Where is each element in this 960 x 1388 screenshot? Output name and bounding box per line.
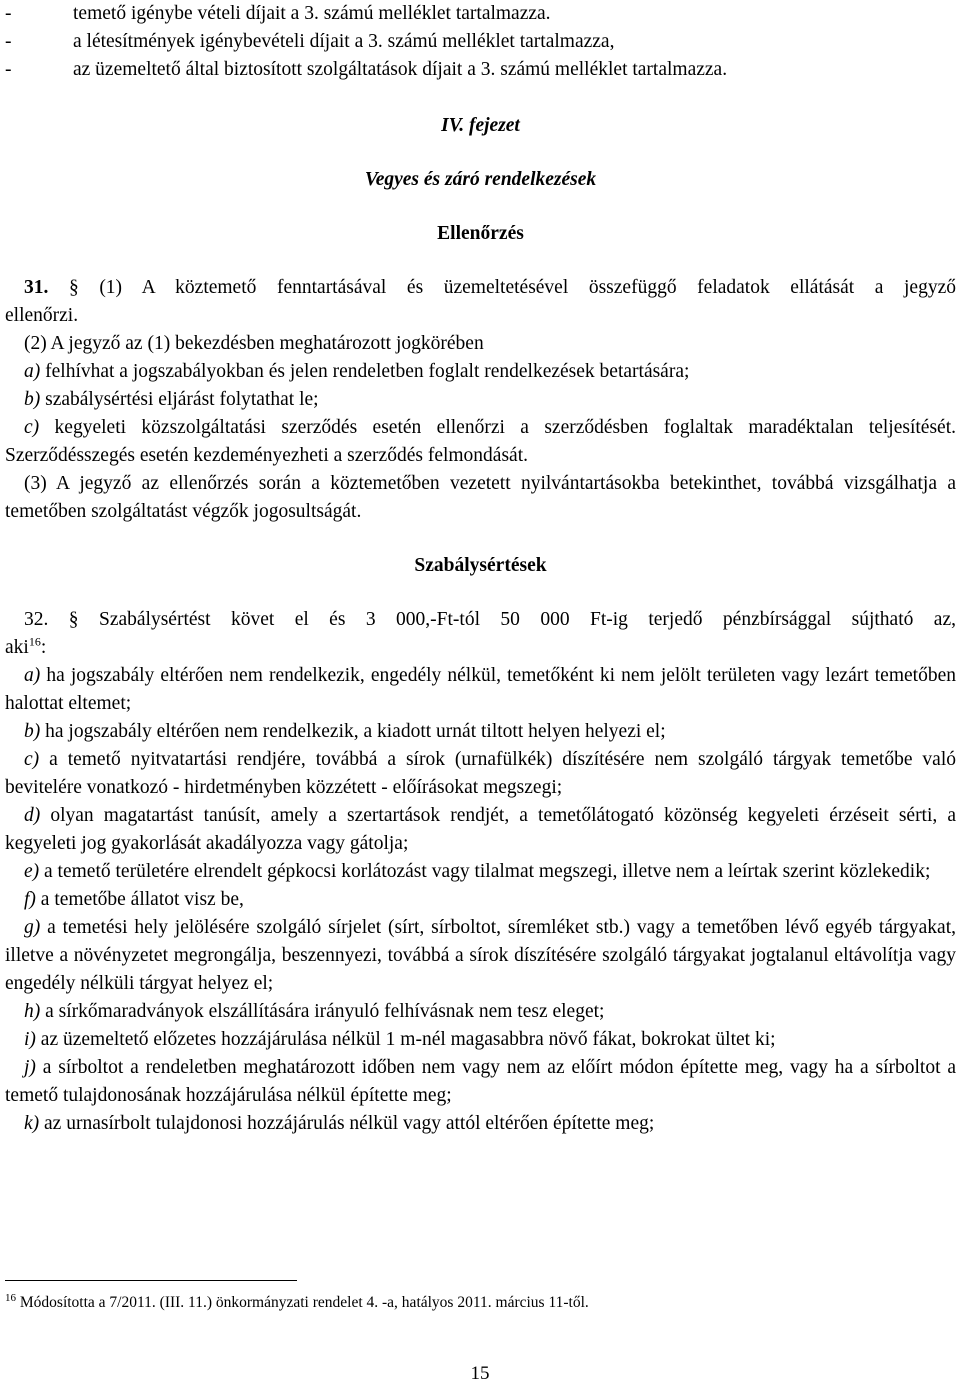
- section-heading-szabalysertesek: Szabálysértések: [414, 555, 547, 576]
- item-label: a): [24, 361, 41, 382]
- item-label: a): [24, 665, 41, 686]
- footnote-divider: [5, 1280, 297, 1281]
- item-label: b): [24, 389, 41, 410]
- list-item: f) a temetőbe állatot visz be,: [24, 889, 244, 910]
- list-item: b) ha jogszabály eltérően nem rendelkezik, a kiadott urnát tiltott helyen helyezi el;: [24, 721, 666, 742]
- chapter-subtitle: Vegyes és záró rendelkezések: [364, 169, 597, 190]
- item-label: g): [24, 917, 41, 938]
- list-item: i) az üzemeltető előzetes hozzájárulása nélkül 1 m-nél magasabbra növő fákat, bokrokat ültet ki;: [24, 1029, 776, 1050]
- item-label: c): [24, 749, 40, 770]
- list-item: - temető igénybe vételi díjait a 3. számú melléklet tartalmazza.: [5, 0, 956, 28]
- paragraph-number: 31.: [24, 277, 49, 298]
- paragraph-32: 32. § Szabálysértést követ el és 3 000,-Ft-tól 50 000 Ft-ig terjedő pénzbírsággal sújtható az,: [24, 609, 956, 630]
- paragraph-31-1: 31. § (1) A köztemető fenntartásával és üzemeltetésével összefüggő feladatok ellátását a jegyző: [24, 277, 956, 298]
- list-dash: -: [5, 3, 12, 24]
- list-dash: -: [5, 31, 12, 52]
- list-item: a) felhívhat a jogszabályokban és jelen rendeletben foglalt rendelkezések betartására;: [24, 361, 690, 382]
- paragraph-31-3: (3) A jegyző az ellenőrzés során a köztemetőben vezetett nyilvántartásokba betekinthet, továbbá vizsgálhatja a temetőben szolgáltatást végzők jogosultságát.: [5, 473, 956, 522]
- item-label: h): [24, 1001, 41, 1022]
- page-number: 15: [470, 1363, 490, 1384]
- offense-list: [5, 662, 956, 1138]
- list-item: - az üzemeltető által biztosított szolgáltatások díjait a 3. számú melléklet tartalmazza.: [5, 56, 956, 84]
- footnote-number: 16: [5, 1291, 16, 1304]
- paragraph-31-1-cont: ellenőrzi.: [5, 305, 79, 326]
- item-label: d): [24, 805, 41, 826]
- list-dash: -: [5, 59, 12, 80]
- list-item: d) olyan magatartást tanúsít, amely a szertartások rendjét, a temetőlátogató közönség kegyeleti érzéseit sérti, a kegyeleti jog gyakorlását akadályozza vagy gátolja;: [5, 805, 956, 854]
- paragraph-31-2: (2) A jegyző az (1) bekezdésben meghatározott jogkörében: [24, 333, 484, 354]
- footnote: $^{16}$ Módosította a 7/2011. (III. 11.) önkormányzati rendelet 4. -a, hatályos 2011. március 11-től.: [5, 1291, 589, 1311]
- list-item: a) ha jogszabály eltérően nem rendelkezik, engedély nélkül, temetőként ki nem jelölt területen vagy lezárt temetőben halottat eltemet;: [5, 665, 956, 714]
- item-label: e): [24, 861, 40, 882]
- list-item: b) szabálysértési eljárást folytathat le;: [24, 389, 319, 410]
- list-item: k) az urnasírbolt tulajdonosi hozzájárulás nélkül vagy attól eltérően építette meg;: [24, 1113, 655, 1134]
- item-label: k): [24, 1113, 40, 1134]
- section-heading-ellenorzes: Ellenőrzés: [437, 223, 524, 244]
- paragraph-sign: §: [68, 277, 79, 298]
- list-item: g) a temetési hely jelölésére szolgáló sírjelet (sírt, sírboltot, síremléket stb.) vagy a temetőben lévő egyéb tárgyakat, illetve a növényzetet megrongálja, beszennyezi, továbbá a sírok díszítésére szolgáló tárgyakat jogtalanul eltávolítja vagy engedély nélküli tárgyat helyez el;: [5, 917, 956, 994]
- list-item: - a létesítmények igénybevételi díjait a 3. számú melléklet tartalmazza,: [5, 28, 956, 56]
- footnote-ref[interactable]: 16: [28, 634, 41, 649]
- list-item: c) kegyeleti közszolgáltatási szerződés esetén ellenőrzi a szerződésben foglaltak maradéktalan teljesítését. Szerződésszegés esetén kezdeményezheti a szerződés felmondását.: [5, 417, 956, 466]
- chapter-title: IV. fejezet: [441, 115, 520, 136]
- paragraph-32-cont: aki$^{16}$:: [5, 634, 47, 658]
- list-item: e) a temető területére elrendelt gépkocsi korlátozást vagy tilalmat megszegi, illetve nem a leírtak szerint közlekedik;: [24, 861, 931, 882]
- list-item: c) a temető nyitvatartási rendjére, továbbá a sírok (urnafülkék) díszítésére nem szolgáló tárgyak temetőbe való bevitelére vonatkozó - hirdetményben közzétett - előírásokat megszegi;: [5, 749, 956, 798]
- item-label: c): [24, 417, 40, 438]
- item-label: j): [24, 1057, 36, 1078]
- document-page: [5, 0, 956, 1138]
- list-item: h) a sírkőmaradványok elszállítására irányuló felhívásnak nem tesz eleget;: [24, 1001, 605, 1022]
- item-label: i): [24, 1029, 36, 1050]
- item-label: b): [24, 721, 41, 742]
- list-item: j) a sírboltot a rendeletben meghatározott időben nem vagy nem az előírt módon építette meg, vagy ha a sírboltot a temető tulajdonosának hozzájárulása nélkül építette meg;: [5, 1057, 956, 1106]
- intro-list: [5, 0, 956, 84]
- item-label: f): [24, 889, 36, 910]
